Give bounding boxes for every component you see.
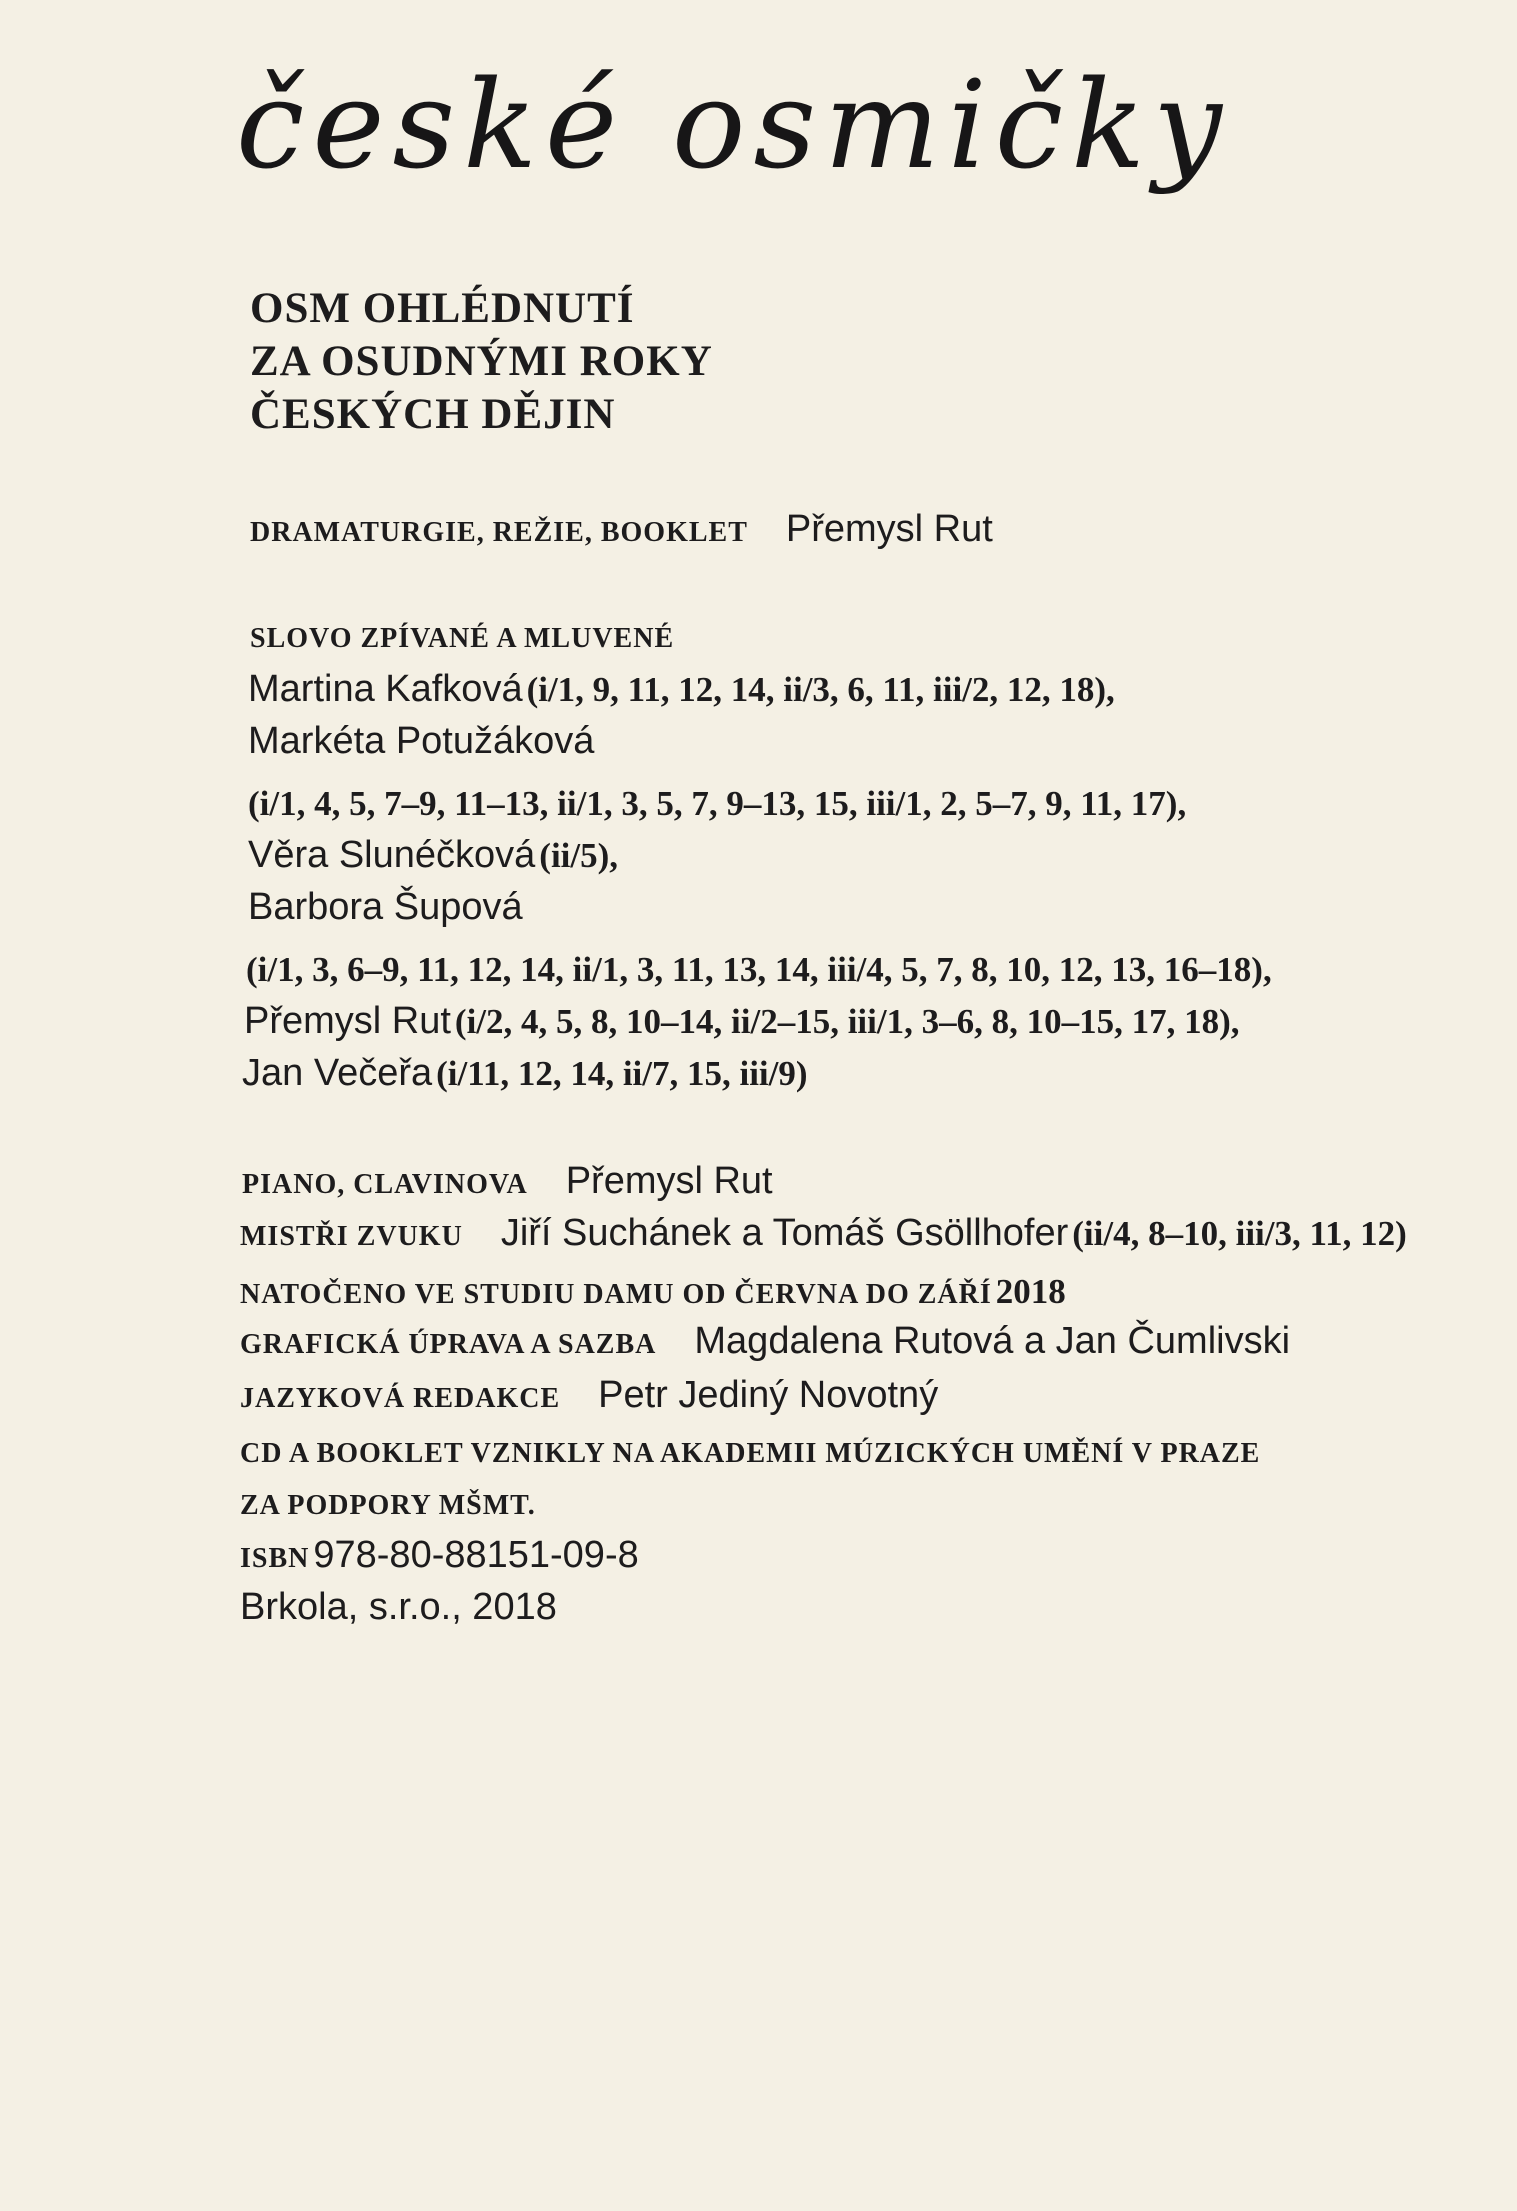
- credit-label: JAZYKOVÁ REDAKCE: [240, 1383, 561, 1414]
- credit-value: Jiří Suchánek a Tomáš Gsöllhofer: [500, 1212, 1069, 1254]
- cast-parts: (i/11, 12, 14, ii/7, 15, iii/9): [436, 1054, 808, 1093]
- cast-line: [246, 948, 1272, 991]
- credit-label: PIANO, CLAVINOVA: [242, 1169, 528, 1200]
- cast-line: [248, 668, 1115, 711]
- credit-value: Přemysl Rut: [565, 1160, 773, 1202]
- cast-parts: (i/1, 9, 11, 12, 14, ii/3, 6, 11, iii/2, 12, 18),: [526, 670, 1115, 709]
- cast-line: [248, 886, 523, 929]
- cast-parts: (ii/5),: [539, 836, 619, 875]
- cast-name: Markéta Potužáková: [248, 720, 595, 762]
- subtitle-line: ZA OSUDNÝMI ROKY: [250, 338, 713, 385]
- credit-label: NATOČENO VE STUDIU DAMU OD ČERVNA DO ZÁŘÍ: [240, 1279, 992, 1310]
- slovo-label: SLOVO ZPÍVANÉ A MLUVENÉ: [250, 623, 675, 654]
- subtitle: [250, 282, 713, 441]
- subtitle-line: ČESKÝCH DĚJIN: [250, 391, 616, 438]
- credit-jazykova: [240, 1374, 938, 1417]
- credit-value: Přemysl Rut: [785, 508, 993, 550]
- cast-line: [248, 834, 618, 877]
- isbn-value: 978-80-88151-09-8: [313, 1534, 639, 1576]
- cast-name: Martina Kafková: [248, 668, 523, 710]
- logo-title: české osmičky: [236, 54, 1230, 196]
- credit-year: 2018: [995, 1272, 1066, 1311]
- cast-line: [244, 1000, 1240, 1043]
- cd-note-line: ZA PODPORY MŠMT.: [240, 1490, 536, 1521]
- credit-natoceno: [240, 1272, 1066, 1312]
- credit-zvuk: [240, 1212, 1407, 1255]
- isbn: [240, 1534, 639, 1577]
- credit-label: GRAFICKÁ ÚPRAVA A SAZBA: [240, 1329, 657, 1360]
- cast-parts: (i/1, 3, 6–9, 11, 12, 14, ii/1, 3, 11, 13, 14, iii/4, 5, 7, 8, 10, 12, 13, 16–18),: [246, 950, 1272, 989]
- cast-name: Jan Večeřa: [242, 1052, 433, 1094]
- cast-line: [248, 720, 594, 763]
- credit-label: DRAMATURGIE, REŽIE, BOOKLET: [250, 517, 748, 548]
- credit-value: Magdalena Rutová a Jan Čumlivski: [694, 1320, 1291, 1362]
- cast-line: [248, 782, 1186, 825]
- isbn-label: ISBN: [240, 1543, 310, 1574]
- credit-piano: [242, 1160, 773, 1203]
- cast-name: Barbora Šupová: [248, 886, 523, 928]
- cast-name: Věra Slunéčková: [248, 834, 536, 876]
- credit-label: MISTŘI ZVUKU: [240, 1221, 463, 1252]
- credit-parts: (ii/4, 8–10, iii/3, 11, 12): [1072, 1214, 1407, 1253]
- cast-name: Přemysl Rut: [244, 1000, 451, 1042]
- publisher: Brkola, s.r.o., 2018: [240, 1586, 557, 1628]
- subtitle-line: OSM OHLÉDNUTÍ: [250, 285, 635, 332]
- cast-parts: (i/2, 4, 5, 8, 10–14, ii/2–15, iii/1, 3–6, 8, 10–15, 17, 18),: [454, 1002, 1240, 1041]
- credit-value: Petr Jediný Novotný: [598, 1374, 939, 1416]
- credit-graficka: [240, 1320, 1290, 1363]
- credit-dramaturgie: [250, 508, 993, 551]
- cast-parts: (i/1, 4, 5, 7–9, 11–13, ii/1, 3, 5, 7, 9–13, 15, iii/1, 2, 5–7, 9, 11, 17),: [248, 784, 1187, 823]
- cast-line: [242, 1052, 808, 1095]
- cd-note-line: CD A BOOKLET VZNIKLY NA AKADEMII MÚZICKÝCH UMĚNÍ V PRAZE: [240, 1438, 1261, 1469]
